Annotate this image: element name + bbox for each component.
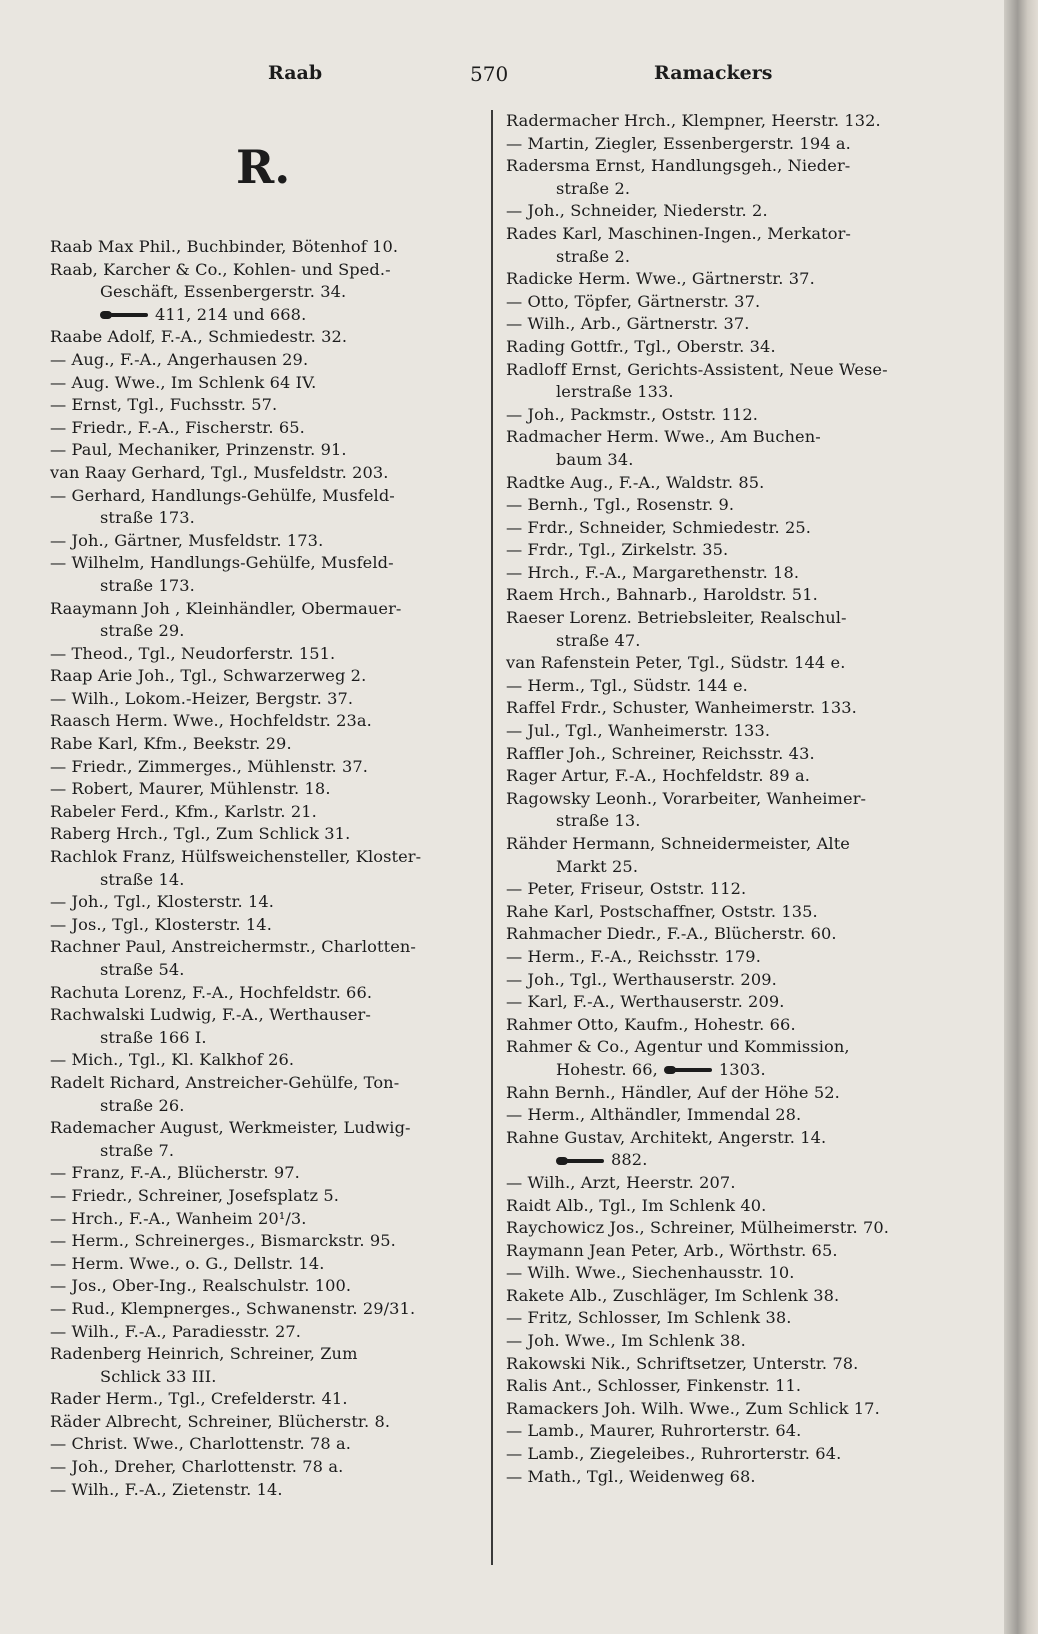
directory-entry [506, 155, 946, 200]
directory-entry [50, 1004, 482, 1049]
entry-text: — Joh., Packmstr., Oststr. 112. [506, 404, 758, 424]
entry-text: — Paul, Mechaniker, Prinzenstr. 91. [50, 440, 347, 460]
directory-entry [50, 1298, 482, 1321]
entry-text: — Lamb., Maurer, Ruhrorterstr. 64. [506, 1421, 802, 1441]
entry-text: — Herm., F.-A., Reichsstr. 179. [506, 946, 761, 966]
directory-entry [506, 1127, 946, 1150]
entry-text: — Peter, Friseur, Oststr. 112. [506, 879, 747, 899]
directory-entry [506, 1307, 946, 1330]
directory-entry [506, 675, 946, 698]
entry-text: Raffler Joh., Schreiner, Reichsstr. 43. [506, 743, 815, 763]
entry-text: Rähder Hermann, Schneidermeister, Alte [506, 834, 850, 853]
entry-text: Rahmer Otto, Kaufm., Hohestr. 66. [506, 1014, 796, 1034]
entry-text: Radloff Ernst, Gerichts-Assistent, Neue Wese- [506, 359, 888, 379]
entry-continuation: baum 34. [556, 449, 634, 469]
entry-text: Radersma Ernst, Handlungsgeh., Nieder- [506, 156, 851, 176]
directory-entry [506, 313, 946, 336]
directory-entry [506, 562, 946, 585]
entry-continuation: straße 2. [556, 178, 631, 198]
directory-entry [50, 439, 482, 462]
entry-text: Raab Max Phil., Buchbinder, Bötenhof 10. [50, 237, 399, 256]
entry-text: — Herm., Althändler, Immendal 28. [506, 1105, 802, 1125]
entry-text: Rachwalski Ludwig, F.-A., Werthauser- [50, 1005, 371, 1025]
entry-text: Radtke Aug., F.-A., Waldstr. 85. [506, 472, 765, 492]
entry-text: — Ernst, Tgl., Fuchsstr. 57. [50, 395, 278, 415]
entry-text: — Jos., Tgl., Klosterstr. 14. [50, 914, 272, 934]
entry-text: Rahn Bernh., Händler, Auf der Höhe 52. [506, 1082, 840, 1102]
directory-entry [50, 936, 482, 981]
directory-entry [506, 517, 946, 540]
entry-text: Radermacher Hrch., Klempner, Heerstr. 132. [506, 111, 881, 130]
entry-text: Rahne Gustav, Architekt, Angerstr. 14. [506, 1127, 827, 1147]
directory-entry [506, 336, 946, 359]
entry-text: Raab, Karcher & Co., Kohlen- und Sped.- [50, 259, 391, 279]
telephone-numbers: 411, 214 und 668. [155, 304, 307, 324]
entry-text: — Friedr., Schreiner, Josefsplatz 5. [50, 1185, 339, 1205]
entry-continuation: straße 173. [100, 575, 195, 595]
directory-entry [50, 326, 482, 349]
entry-text: — Martin, Ziegler, Essenbergerstr. 194 a. [506, 133, 851, 153]
entry-text: Rahe Karl, Postschaffner, Oststr. 135. [506, 901, 818, 921]
directory-entry [506, 1443, 946, 1466]
entry-text: — Frdr., Tgl., Zirkelstr. 35. [506, 540, 729, 560]
directory-entry [50, 1275, 482, 1298]
directory-entry [50, 1433, 482, 1456]
entry-text: Rahmacher Diedr., F.-A., Blücherstr. 60. [506, 924, 837, 944]
entry-text: — Joh., Tgl., Werthauserstr. 209. [506, 969, 777, 989]
entry-text: — Joh., Dreher, Charlottenstr. 78 a. [50, 1457, 344, 1477]
entry-text: — Wilh., F.-A., Zietenstr. 14. [50, 1479, 283, 1499]
entry-text: — Rud., Klempnerges., Schwanenstr. 29/31. [50, 1298, 416, 1318]
entry-text: — Mich., Tgl., Kl. Kalkhof 26. [50, 1050, 295, 1070]
entry-text: — Robert, Maurer, Mühlenstr. 18. [50, 779, 331, 799]
entry-text: — Aug., F.-A., Angerhausen 29. [50, 349, 309, 369]
directory-entry [506, 1466, 946, 1489]
entry-text: Radmacher Herm. Wwe., Am Buchen- [506, 427, 821, 447]
entry-text: Rachner Paul, Anstreichermstr., Charlotten- [50, 937, 416, 957]
entry-continuation: lerstraße 133. [556, 382, 674, 402]
directory-entry [506, 472, 946, 495]
directory-entry [506, 1285, 946, 1308]
directory-entry [506, 923, 946, 946]
directory-entry [506, 1353, 946, 1376]
directory-entry [50, 530, 482, 553]
directory-entry [506, 539, 946, 562]
directory-entry [50, 259, 482, 304]
entry-text: — Hrch., F.-A., Wanheim 20¹/3. [50, 1208, 307, 1228]
directory-entry [506, 1217, 946, 1240]
entry-text: Rademacher August, Werkmeister, Ludwig- [50, 1118, 411, 1138]
entry-continuation: Markt 25. [556, 856, 639, 876]
entry-text: — Wilh., Arb., Gärtnerstr. 37. [506, 314, 750, 334]
directory-entry [506, 426, 946, 471]
entry-continuation: straße 54. [100, 960, 185, 979]
entry-text: Raasch Herm. Wwe., Hochfeldstr. 23a. [50, 711, 372, 731]
entry-text: Raberg Hrch., Tgl., Zum Schlick 31. [50, 824, 351, 844]
directory-entry [50, 846, 482, 891]
directory-entry [506, 1172, 946, 1195]
entry-text: Raychowicz Jos., Schreiner, Mülheimerstr. 70. [506, 1218, 890, 1238]
directory-entry [50, 1479, 482, 1502]
entry-continuation: straße 29. [100, 621, 185, 641]
entry-text: — Karl, F.-A., Werthauserstr. 209. [506, 992, 785, 1012]
entry-text: Rager Artur, F.-A., Hochfeldstr. 89 a. [506, 766, 810, 786]
directory-entry [506, 494, 946, 517]
telephone-icon [664, 1065, 714, 1075]
directory-entry [506, 720, 946, 743]
entry-text: Raeser Lorenz. Betriebsleiter, Realschul- [506, 608, 847, 628]
entry-text: — Friedr., F.-A., Fischerstr. 65. [50, 417, 305, 437]
directory-entry [50, 688, 482, 711]
directory-entry [506, 1014, 946, 1037]
entry-continuation: Schlick 33 III. [100, 1366, 217, 1386]
directory-entry [50, 1321, 482, 1344]
directory-entry [506, 1375, 946, 1398]
directory-entry [50, 485, 482, 530]
entry-text: — Wilhelm, Handlungs-Gehülfe, Musfeld- [50, 553, 394, 573]
directory-entry [506, 1104, 946, 1127]
entry-text: Raap Arie Joh., Tgl., Schwarzerweg 2. [50, 666, 367, 686]
directory-entry [506, 901, 946, 924]
directory-entry [506, 652, 946, 675]
entry-continuation: straße 47. [556, 630, 641, 650]
directory-entry [506, 991, 946, 1014]
directory-entry [506, 697, 946, 720]
directory-entry [50, 1185, 482, 1208]
directory-entry [50, 304, 482, 327]
entry-text: — Hrch., F.-A., Margarethenstr. 18. [506, 562, 800, 582]
directory-entry [50, 982, 482, 1005]
telephone-icon [556, 1156, 606, 1166]
entry-continuation: Hohestr. 66, 1303. [556, 1059, 766, 1079]
entry-text: Rabeler Ferd., Kfm., Karlstr. 21. [50, 801, 317, 821]
entry-text: van Rafenstein Peter, Tgl., Südstr. 144 e. [506, 653, 846, 673]
entry-continuation: straße 2. [556, 246, 631, 266]
directory-entry [50, 756, 482, 779]
directory-entry [506, 1330, 946, 1353]
entry-text: — Herm., Schreinerges., Bismarckstr. 95. [50, 1231, 396, 1251]
entry-text: — Joh., Gärtner, Musfeldstr. 173. [50, 530, 324, 550]
entry-text: Raaymann Joh , Kleinhändler, Obermauer- [50, 598, 402, 618]
directory-entry [506, 404, 946, 427]
entry-continuation: straße 166 I. [100, 1027, 207, 1047]
directory-entry [50, 665, 482, 688]
page-edge-shadow [1004, 0, 1038, 1634]
directory-entry [50, 891, 482, 914]
directory-entry [50, 1388, 482, 1411]
directory-entry [50, 552, 482, 597]
entry-text: — Lamb., Ziegeleibes., Ruhrorterstr. 64. [506, 1444, 842, 1464]
directory-entry [506, 359, 946, 404]
directory-entry [506, 946, 946, 969]
directory-entry [506, 878, 946, 901]
directory-entry [506, 1149, 946, 1172]
directory-entry [50, 733, 482, 756]
directory-entry [50, 417, 482, 440]
entry-text: — Herm. Wwe., o. G., Dellstr. 14. [50, 1253, 325, 1273]
directory-entry [50, 236, 482, 259]
directory-entry [506, 607, 946, 652]
entry-text: Ramackers Joh. Wilh. Wwe., Zum Schlick 17. [506, 1398, 880, 1418]
directory-entry [506, 291, 946, 314]
entry-text: — Wilh., F.-A., Paradiesstr. 27. [50, 1321, 301, 1341]
telephone-numbers: 882. [611, 1150, 648, 1170]
directory-entry [50, 801, 482, 824]
entry-text: Räder Albrecht, Schreiner, Blücherstr. 8. [50, 1411, 391, 1431]
directory-entry [506, 833, 946, 878]
left-column [50, 236, 482, 1501]
directory-entry [506, 133, 946, 156]
right-column [506, 110, 946, 1488]
directory-entry [506, 110, 946, 133]
entry-text: — Math., Tgl., Weidenweg 68. [506, 1466, 756, 1486]
page-header [50, 62, 950, 96]
entry-text: Rachuta Lorenz, F.-A., Hochfeldstr. 66. [50, 982, 373, 1002]
directory-entry [506, 743, 946, 766]
entry-text: — Friedr., Zimmerges., Mühlenstr. 37. [50, 756, 369, 776]
entry-text: Rakete Alb., Zuschläger, Im Schlenk 38. [506, 1285, 840, 1305]
directory-entry [506, 223, 946, 268]
entry-text: — Joh., Tgl., Klosterstr. 14. [50, 892, 275, 912]
directory-entry [50, 1162, 482, 1185]
directory-entry [506, 788, 946, 833]
entry-text: Rading Gottfr., Tgl., Oberstr. 34. [506, 336, 776, 356]
column-divider [491, 110, 493, 1565]
entry-text: — Wilh. Wwe., Siechenhausstr. 10. [506, 1263, 795, 1283]
entry-text: van Raay Gerhard, Tgl., Musfeldstr. 203. [50, 462, 389, 482]
directory-entry [50, 1117, 482, 1162]
telephone-numbers: 1303. [718, 1059, 766, 1079]
directory-entry [50, 823, 482, 846]
directory-entry [50, 1072, 482, 1117]
telephone-icon [100, 310, 150, 320]
entry-text: Rades Karl, Maschinen-Ingen., Merkator- [506, 223, 851, 243]
entry-text: — Fritz, Schlosser, Im Schlenk 38. [506, 1308, 792, 1328]
entry-text: Raem Hrch., Bahnarb., Haroldstr. 51. [506, 585, 818, 605]
directory-entry [50, 349, 482, 372]
entry-text: Radicke Herm. Wwe., Gärtnerstr. 37. [506, 269, 815, 289]
directory-entry [506, 1082, 946, 1105]
directory-entry [50, 1230, 482, 1253]
entry-continuation: straße 26. [100, 1095, 185, 1115]
entry-continuation: straße 173. [100, 508, 195, 528]
entry-text: Rader Herm., Tgl., Crefelderstr. 41. [50, 1389, 348, 1409]
entry-text: Rabe Karl, Kfm., Beekstr. 29. [50, 734, 292, 754]
entry-text: — Joh. Wwe., Im Schlenk 38. [506, 1331, 746, 1351]
directory-entry [50, 1343, 482, 1388]
directory-entry [506, 765, 946, 788]
directory-entry [506, 969, 946, 992]
entry-text: Rakowski Nik., Schriftsetzer, Unterstr. 78. [506, 1353, 859, 1373]
entry-text: — Theod., Tgl., Neudorferstr. 151. [50, 643, 336, 663]
directory-entry [506, 584, 946, 607]
entry-text: — Jos., Ober-Ing., Realschulstr. 100. [50, 1276, 352, 1296]
entry-text: Raabe Adolf, F.-A., Schmiedestr. 32. [50, 327, 348, 347]
entry-text: Ralis Ant., Schlosser, Finkenstr. 11. [506, 1376, 802, 1396]
directory-entry [50, 598, 482, 643]
entry-continuation: Geschäft, Essenbergerstr. 34. [100, 282, 347, 302]
page-number: 570 [470, 62, 509, 86]
directory-entry [506, 268, 946, 291]
entry-text: — Wilh., Lokom.-Heizer, Bergstr. 37. [50, 688, 354, 708]
directory-entry [50, 1456, 482, 1479]
entry-text: Ragowsky Leonh., Vorarbeiter, Wanheimer- [506, 788, 867, 808]
entry-text: — Aug. Wwe., Im Schlenk 64 IV. [50, 372, 317, 392]
entry-text: Rahmer & Co., Agentur und Kommission, [506, 1037, 850, 1057]
directory-entry [50, 1049, 482, 1072]
directory-entry [50, 372, 482, 395]
entry-continuation: straße 13. [556, 811, 641, 831]
directory-entry [506, 1240, 946, 1263]
directory-entry [50, 643, 482, 666]
directory-entry [506, 1420, 946, 1443]
directory-entry [506, 1262, 946, 1285]
directory-entry [50, 710, 482, 733]
directory-entry [50, 394, 482, 417]
entry-text: Radenberg Heinrich, Schreiner, Zum [50, 1344, 358, 1364]
directory-entry [506, 1036, 946, 1081]
entry-text: — Frdr., Schneider, Schmiedestr. 25. [506, 517, 812, 537]
entry-text: Raffel Frdr., Schuster, Wanheimerstr. 133. [506, 698, 857, 718]
entry-text: — Wilh., Arzt, Heerstr. 207. [506, 1172, 736, 1192]
entry-text: — Gerhard, Handlungs-Gehülfe, Musfeld- [50, 485, 395, 505]
entry-text: Rachlok Franz, Hülfsweichensteller, Kloster- [50, 847, 422, 867]
directory-entry [50, 914, 482, 937]
entry-text: Raymann Jean Peter, Arb., Wörthstr. 65. [506, 1240, 838, 1260]
entry-continuation: straße 7. [100, 1140, 175, 1160]
entry-text: Radelt Richard, Anstreicher-Gehülfe, Ton- [50, 1072, 400, 1092]
header-left-catchword: Raab [268, 62, 323, 84]
entry-text: — Christ. Wwe., Charlottenstr. 78 a. [50, 1434, 352, 1454]
entry-text: — Otto, Töpfer, Gärtnerstr. 37. [506, 291, 761, 311]
directory-entry [50, 1253, 482, 1276]
entry-continuation: straße 14. [100, 869, 185, 889]
entry-text: — Franz, F.-A., Blücherstr. 97. [50, 1163, 300, 1183]
directory-entry [50, 462, 482, 485]
entry-text: — Jul., Tgl., Wanheimerstr. 133. [506, 721, 771, 741]
directory-entry [50, 1411, 482, 1434]
entry-text: Raidt Alb., Tgl., Im Schlenk 40. [506, 1195, 767, 1215]
entry-text: — Joh., Schneider, Niederstr. 2. [506, 201, 768, 221]
header-right-catchword: Ramackers [654, 62, 773, 84]
directory-entry [50, 778, 482, 801]
directory-entry [506, 1195, 946, 1218]
entry-text: — Bernh., Tgl., Rosenstr. 9. [506, 495, 735, 515]
section-letter: R. [236, 140, 291, 194]
directory-entry [506, 200, 946, 223]
entry-text: — Herm., Tgl., Südstr. 144 e. [506, 675, 748, 695]
directory-entry [506, 1398, 946, 1421]
directory-entry [50, 1208, 482, 1231]
